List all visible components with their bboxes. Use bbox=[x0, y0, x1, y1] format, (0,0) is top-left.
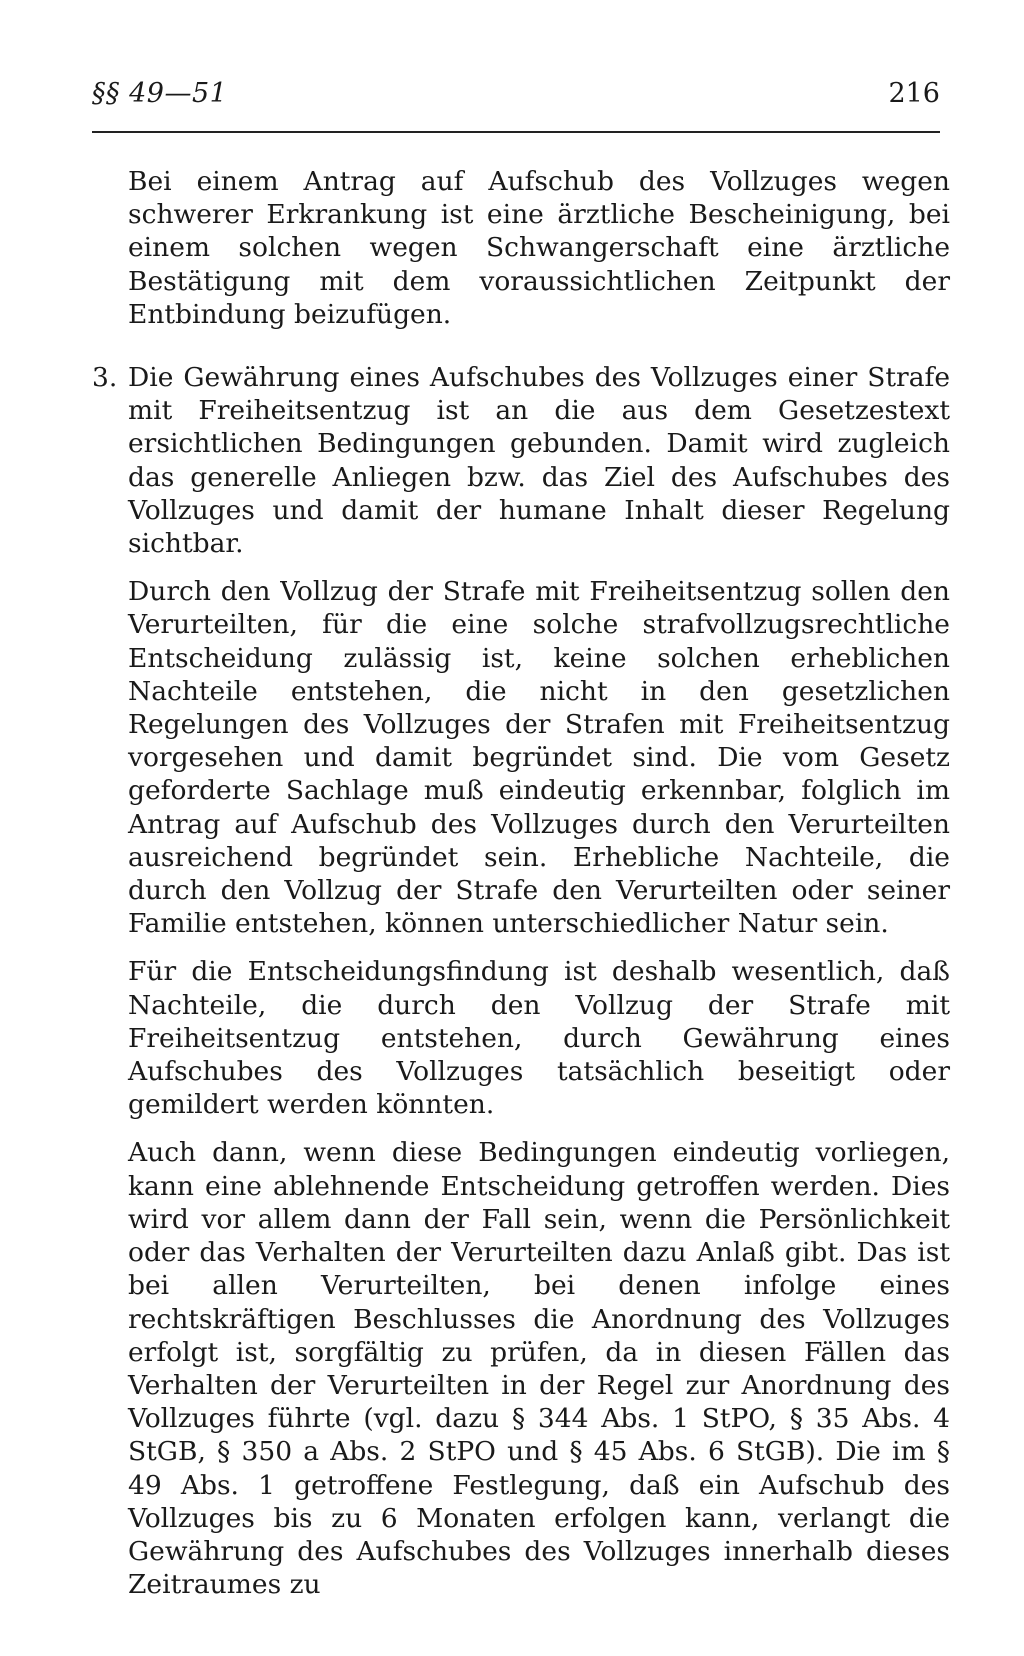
paragraph-text: Durch den Vollzug der Strafe mit Freiheitsentzug sollen den Verurteilten, für die eine solche strafvollzugsrechtliche Entscheidung zulässig ist, keine solchen erheblichen Nachteile entstehen, die nicht in den gesetzlichen Regelungen des Vollzuges der Strafen mit Freiheitsentzug vorgesehen und damit begründet sind. Die vom Gesetz geforderte Sachlage muß eindeutig erkennbar, folglich im Antrag auf Aufschub des Vollzuges durch den Verurteilten ausreichend begründet sein. Erhebliche Nachteile, die durch den Vollzug der Strafe den Verurteilten oder seiner Familie entstehen, können unterschiedlicher Natur sein. bbox=[128, 576, 950, 940]
item-number: 3. bbox=[92, 362, 118, 394]
paragraph-text: Auch dann, wenn diese Bedingungen eindeutig vorliegen, kann eine ablehnende Entscheidung getroffen werden. Dies wird vor allem dann der Fall sein, wenn die Persönlichkeit oder das Verhalten der Verurteilten dazu Anlaß gibt. Das ist bei allen Verurteilten, bei denen infolge eines rechtskräftigen Beschlusses die Anordnung des Vollzuges erfolgt ist, sorgfältig zu prüfen, da in diesen Fällen das Verhalten der Verurteilten in der Regel zur Anordnung des Vollzuges führte (vgl. dazu § 344 Abs. 1 StPO, § 35 Abs. 4 StGB, § 350 a Abs. 2 StPO und § 45 Abs. 6 StGB). Die im § 49 Abs. 1 getroffene Festlegung, daß ein Aufschub des Vollzuges bis zu 6 Monaten erfolgen kann, verlangt die Gewährung des Aufschubes des Vollzuges innerhalb dieses Zeitraumes zu bbox=[128, 1137, 950, 1601]
paragraph bbox=[92, 1136, 950, 1601]
paragraph bbox=[92, 165, 950, 331]
body-text bbox=[92, 165, 950, 1601]
header-rule bbox=[92, 131, 940, 133]
paragraph bbox=[92, 575, 950, 940]
section-reference: §§ 49—51 bbox=[92, 78, 228, 109]
paragraph-text: Bei einem Antrag auf Aufschub des Vollzuges wegen schwerer Erkrankung ist eine ärztliche Bescheinigung, bei einem solchen wegen Schwangerschaft eine ärztliche Bestätigung mit dem voraussichtlichen Zeitpunkt der Entbindung beizufügen. bbox=[128, 166, 950, 330]
numbered-paragraph bbox=[92, 361, 950, 560]
paragraph bbox=[92, 955, 950, 1121]
page-header bbox=[92, 78, 940, 118]
page-number: 216 bbox=[888, 78, 940, 109]
paragraph-text: Die Gewährung eines Aufschubes des Vollzuges einer Strafe mit Freiheitsentzug ist an die aus dem Gesetzestext ersichtlichen Bedingungen gebunden. Damit wird zugleich das generelle Anliegen bzw. das Ziel des Aufschubes des Vollzuges und damit der humane Inhalt dieser Regelung sichtbar. bbox=[128, 362, 950, 560]
paragraph-text: Für die Entscheidungsfindung ist deshalb wesentlich, daß Nachteile, die durch den Vollzug der Strafe mit Freiheitsentzug entstehen, durch Gewährung eines Aufschubes des Vollzuges tatsächlich beseitigt oder gemildert werden könnten. bbox=[128, 956, 950, 1121]
